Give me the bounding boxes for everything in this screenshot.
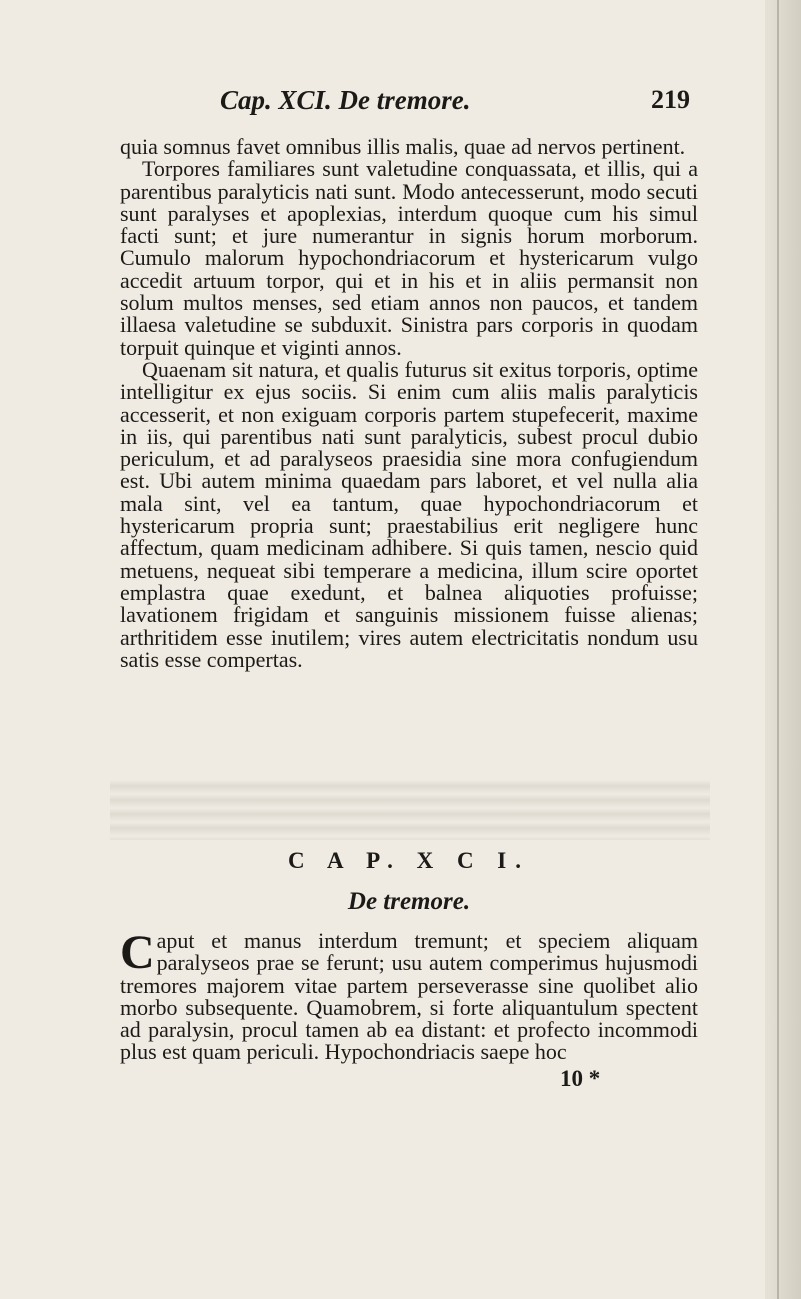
section-2-body: aput et manus interdum tremunt; et speciem aliquam paralyseos prae se ferunt; usu autem comperimus hujusmodi tremores majorem vitae partem perseverasse sine quolibet alio morbo subsequente. Quamobrem, si forte aliquantulum spectent ad paralysin, procul tamen ab ea distant: et profecto incommodi plus est quam periculi. Hypochondriacis saepe hoc [120,928,698,1065]
chapter-title: De tremore. [347,888,471,915]
paragraph-1: quia somnus favet omnibus illis malis, quae ad nervos pertinent. [120,134,686,159]
bleed-through-area [110,780,710,840]
running-head: Cap. XCI. De tremore. [220,85,471,115]
page-edge [765,0,801,1299]
paragraph-2: Torpores familiares sunt valetudine conquassata, et illis, qui a parentibus paralyticis nati sunt. Modo antecesserunt, modo secuti sunt paralyses et apoplexias, interdum quoque cum his simul facti sunt; et jure numerantur in signis horum morborum. Cumulo malorum hypochondriacorum et hystericarum vulgo accedit artuum torpor, qui et in his et in aliis permansit non solum multos menses, sed etiam annos non paucos, et tandem illaesa valetudine se subduxit. Sinistra pars corporis in quodam torpuit quinque et viginti annos. [120,156,698,360]
section-1-text [120,136,698,671]
section-2-text [120,926,698,1065]
section-2-paragraph [120,926,698,1065]
page-number: 219 [651,85,690,114]
drop-cap-initial: C [120,926,155,979]
chapter-label: C A P. X C I. [287,848,531,873]
paragraph-3: Quaenam sit natura, et qualis futurus sit exitus torporis, optime intelligitur ex ejus sociis. Si enim cum aliis malis paralyticis accesserit, et non exiguam corporis partem stupefecerit, maxime in iis, qui parentibus nati sunt paralyticis, subest procul dubio periculum, et ad paralyseos praesidia sine mora confugiendum est. Ubi autem minima quaedam pars laboret, et vel nulla alia mala sint, vel ea tantum, quae hypochondriacorum et hystericarum propria sunt; praestabilius erit negligere hunc affectum, quam medicinam adhibere. Si quis tamen, nescio quid metuens, nequeat sibi temperare a medicina, illum scire oportet emplastra quae exedunt, et balnea aliquoties profuisse; lavationem frigidam et sanguinis missionem fuisse alienas; arthritidem esse inutilem; vires autem electricitatis nondum usu satis esse compertas. [120,356,698,672]
page-edge-line [777,0,779,1299]
signature-mark: 10 * [560,1066,601,1091]
page-header [110,85,690,125]
